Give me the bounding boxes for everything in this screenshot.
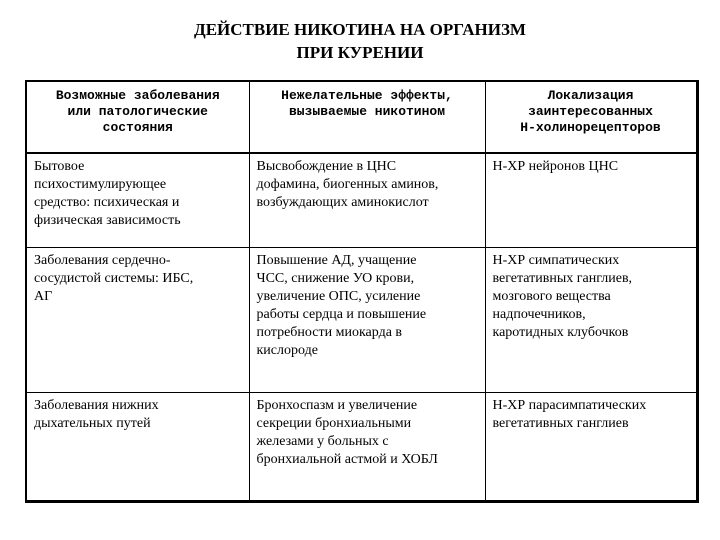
cell-line: железами у больных с (256, 433, 389, 449)
cell-line: Н-ХР нейронов ЦНС (492, 159, 619, 174)
cell-line: ЧСС, снижение УО крови, (256, 270, 415, 286)
cell-localization (485, 392, 697, 501)
cell-effect (249, 247, 485, 392)
nicotine-effects-table (25, 80, 699, 503)
cell-line: физическая зависимость (34, 213, 181, 228)
title-line-2: ПРИ КУРЕНИИ (296, 43, 424, 62)
cell-line: мозгового вещества (492, 288, 611, 304)
cell-line: Бытовое (34, 159, 85, 174)
header-line: Нежелательные эффекты, (281, 88, 453, 103)
cell-line: АГ (34, 288, 53, 304)
table-header-row (26, 81, 697, 153)
cell-line: Бронхоспазм и увеличение (256, 397, 418, 413)
cell-line: секреции бронхиальными (256, 415, 412, 431)
header-line: вызываемые никотином (288, 104, 446, 119)
cell-line: увеличение ОПС, усиление (256, 288, 421, 304)
table-row (26, 247, 697, 392)
cell-line: дыхательных путей (34, 415, 151, 431)
header-line: состояния (102, 120, 173, 135)
table-row (26, 153, 697, 247)
cell-line: дофамина, биогенных аминов, (256, 177, 439, 192)
cell-disease (26, 392, 249, 501)
header-line: Возможные заболевания (55, 88, 220, 103)
cell-line: Заболевания нижних (34, 397, 159, 413)
cell-line: вегетативных ганглиев (492, 415, 629, 431)
header-line: заинтересованных (528, 104, 653, 119)
cell-line: работы сердца и повышение (256, 306, 427, 322)
cell-disease (26, 153, 249, 247)
cell-localization (485, 153, 697, 247)
cell-effect (249, 392, 485, 501)
cell-line: Высвобождение в ЦНС (256, 159, 397, 174)
page-title (0, 18, 720, 64)
cell-line: Н-ХР симпатических (492, 252, 620, 268)
cell-effect (249, 153, 485, 247)
title-line-1: ДЕЙСТВИЕ НИКОТИНА НА ОРГАНИЗМ (194, 20, 526, 39)
cell-line: Повышение АД, учащение (256, 252, 417, 268)
cell-line: психостимулирующее (34, 177, 167, 192)
cell-line: Заболевания сердечно- (34, 252, 171, 268)
header-effects (249, 81, 485, 153)
header-localization (485, 81, 697, 153)
cell-localization (485, 247, 697, 392)
cell-line: средство: психическая и (34, 195, 180, 210)
cell-line: кислороде (256, 342, 318, 358)
table-row (26, 392, 697, 501)
header-line: Локализация (547, 88, 634, 103)
header-diseases (26, 81, 249, 153)
header-line: или патологические (67, 104, 208, 119)
cell-line: сосудистой системы: ИБС, (34, 270, 194, 286)
cell-line: бронхиальной астмой и ХОБЛ (256, 451, 438, 467)
header-line: Н-холинорецепторов (520, 120, 661, 135)
cell-line: вегетативных ганглиев, (492, 270, 633, 286)
cell-disease (26, 247, 249, 392)
cell-line: потребности миокарда в (256, 324, 403, 340)
cell-line: надпочечников, (492, 306, 586, 322)
cell-line: возбуждающих аминокислот (256, 195, 429, 210)
cell-line: Н-ХР парасимпатических (492, 397, 647, 413)
cell-line: каротидных клубочков (492, 324, 629, 340)
